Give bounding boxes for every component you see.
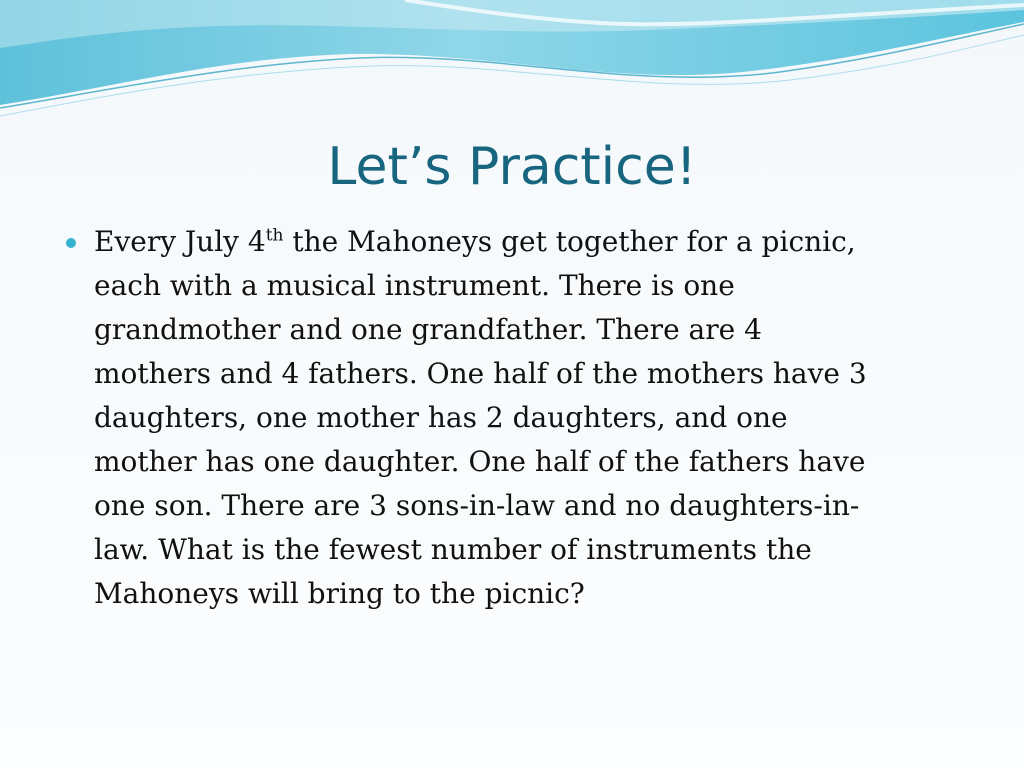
bullet-prefix: Every July 4 bbox=[94, 225, 266, 258]
bullet-line-4: mothers and 4 fathers. One half of the mothers have 3 bbox=[94, 357, 867, 390]
bullet-dot-icon bbox=[66, 238, 76, 248]
bullet-line-1 bbox=[94, 220, 978, 264]
bullet-line-6: mother has one daughter. One half of the fathers have bbox=[94, 445, 866, 478]
ordinal-superscript: th bbox=[265, 225, 284, 246]
bullet-line-2: each with a musical instrument. There is one bbox=[94, 269, 735, 302]
bullet-line-3: grandmother and one grandfather. There are 4 bbox=[94, 313, 762, 346]
bullet-text bbox=[94, 220, 978, 616]
bullet-line-9: Mahoneys will bring to the picnic? bbox=[94, 577, 585, 610]
bullet-line-1-rest: the Mahoneys get together for a picnic, bbox=[283, 225, 856, 258]
bullet-line-5: daughters, one mother has 2 daughters, and one bbox=[94, 401, 788, 434]
wave-header-decoration bbox=[0, 0, 1024, 125]
bullet-line-8: law. What is the fewest number of instruments the bbox=[94, 533, 812, 566]
slide-content bbox=[58, 220, 978, 616]
bullet-item bbox=[58, 220, 978, 616]
slide-title: Let’s Practice! bbox=[327, 137, 697, 197]
bullet-line-7: one son. There are 3 sons-in-law and no daughters-in- bbox=[94, 489, 860, 522]
